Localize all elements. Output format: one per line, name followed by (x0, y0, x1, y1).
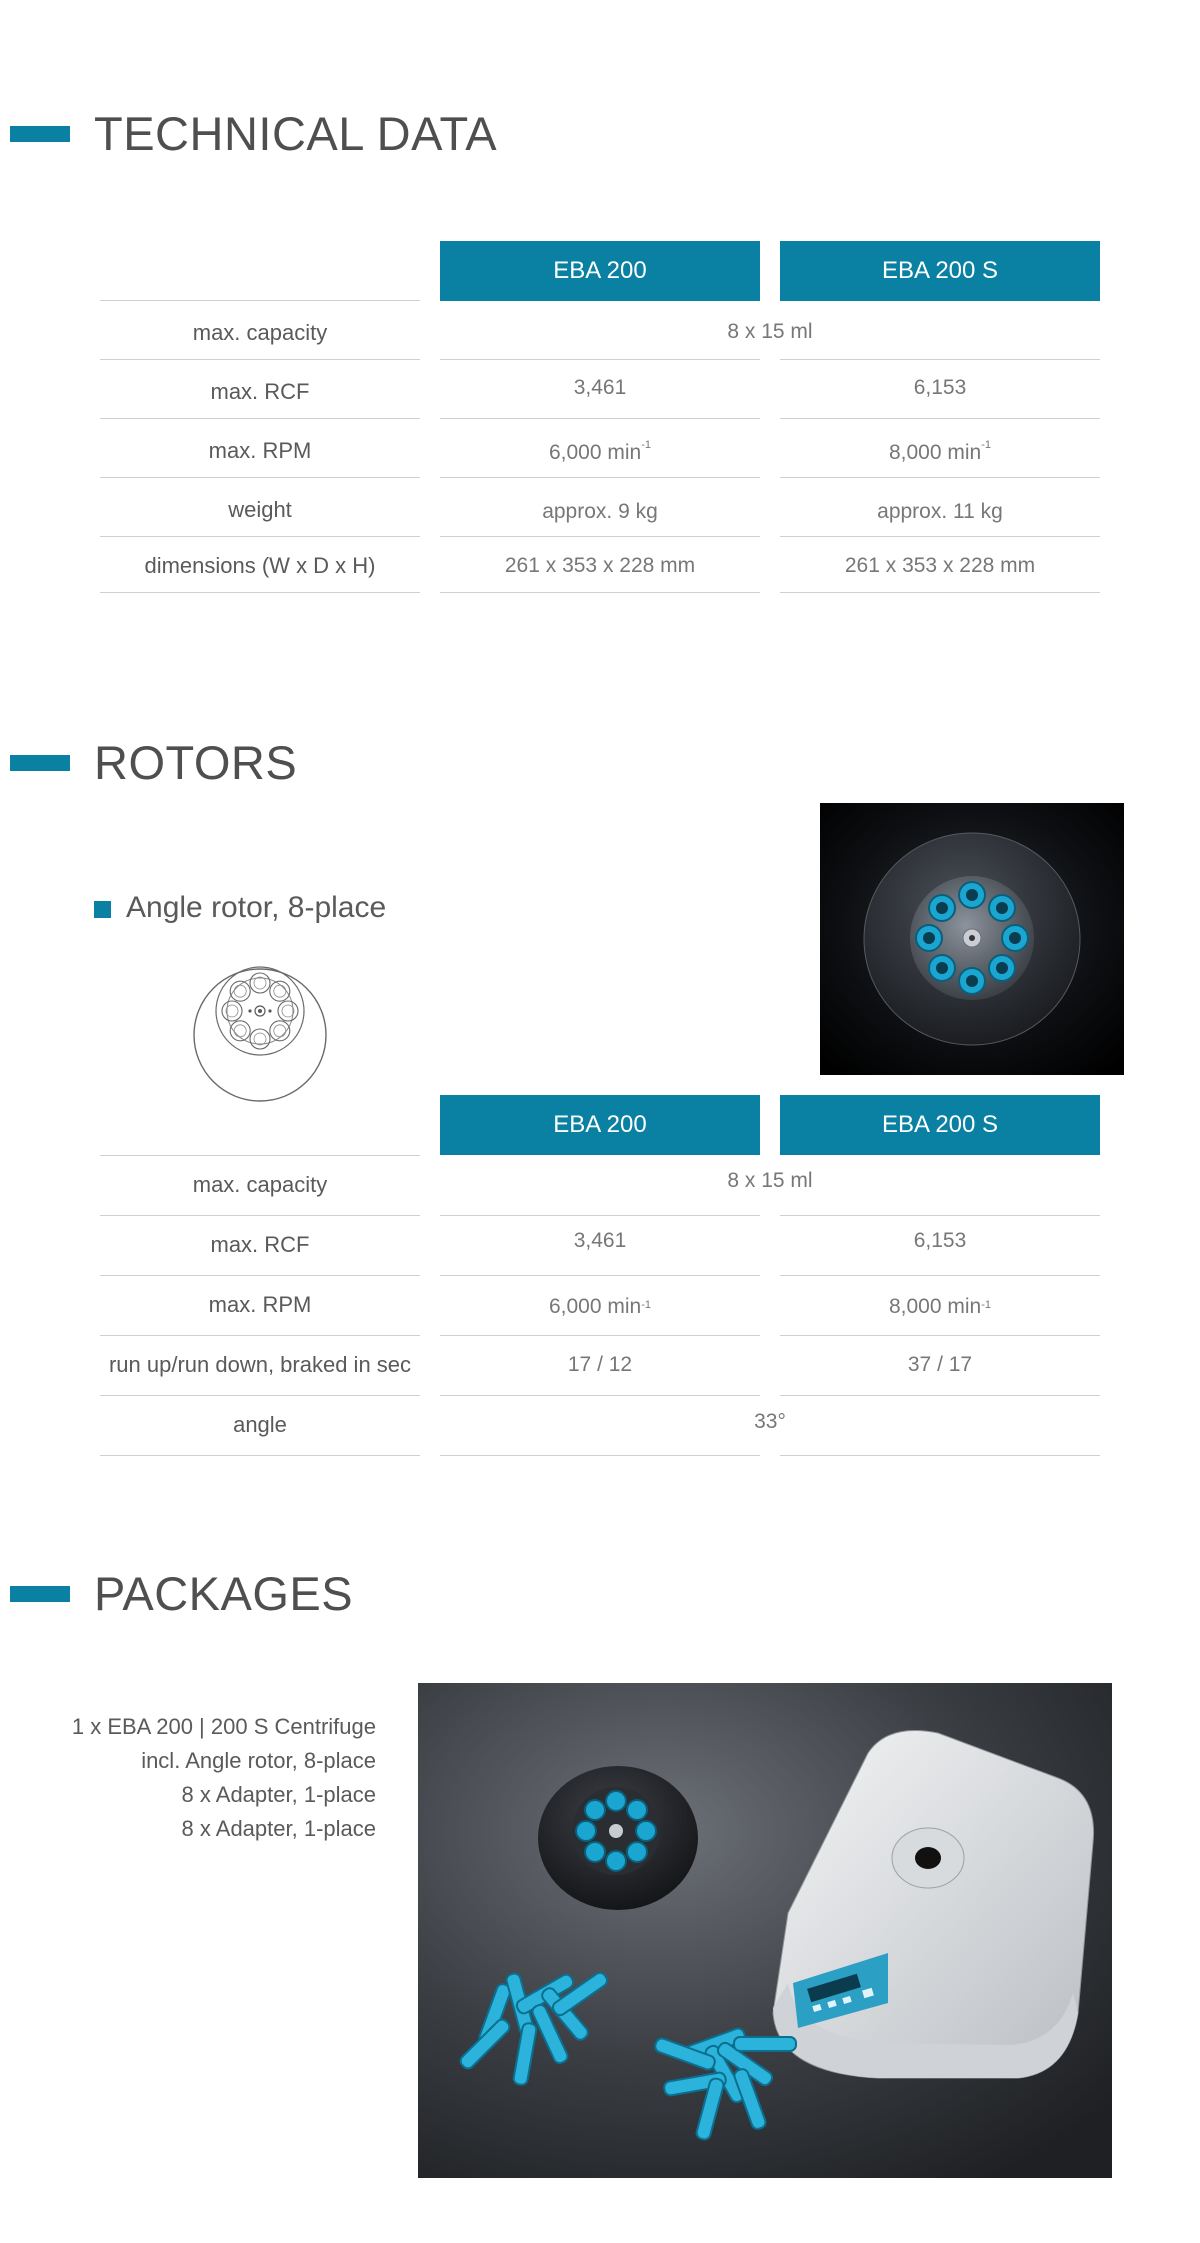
section-marker (10, 1586, 70, 1602)
row-label-max-rcf: max. RCF (210, 1232, 310, 1257)
table-divider (440, 418, 760, 419)
table-divider (440, 1275, 760, 1276)
value-weight-eba-200-s: approx. 11 kg (877, 500, 1003, 523)
value-max-capacity: 8 x 15 ml (727, 1169, 813, 1192)
table-divider (100, 300, 420, 301)
package-item: 8 x Adapter, 1-place (181, 1816, 376, 1841)
column-header-eba-200: EBA 200 (440, 1095, 760, 1155)
table-divider (100, 536, 420, 537)
table-divider (780, 1455, 1100, 1456)
value-rcf-eba-200-s: 6,153 (913, 376, 967, 399)
package-item: 1 x EBA 200 | 200 S Centrifuge (71, 1714, 376, 1739)
value-rcf-eba-200: 3,461 (573, 1229, 627, 1252)
row-label-run-up-run-down: run up/run down, braked in sec (108, 1352, 412, 1377)
row-label-dimensions: dimensions (W x D x H) (144, 553, 376, 578)
table-divider (780, 418, 1100, 419)
table-divider (100, 592, 420, 593)
row-label-weight: weight (228, 497, 292, 522)
section-title-packages: PACKAGES (94, 1567, 354, 1620)
row-label-angle: angle (233, 1412, 287, 1437)
table-divider (440, 359, 760, 360)
value-angle: 33° (754, 1410, 786, 1433)
section-marker (10, 755, 70, 771)
table-divider (780, 477, 1100, 478)
value-run-eba-200: 17 / 12 (567, 1353, 633, 1376)
row-label-max-rpm: max. RPM (208, 438, 312, 463)
table-divider (100, 477, 420, 478)
column-header-eba-200-s: EBA 200 S (780, 241, 1100, 301)
column-header-eba-200: EBA 200 (440, 241, 760, 301)
table-divider (440, 592, 760, 593)
value-max-capacity: 8 x 15 ml (727, 320, 813, 343)
package-item: 8 x Adapter, 1-place (181, 1782, 376, 1807)
subsection-title-angle-rotor: Angle rotor, 8-place (126, 891, 387, 924)
table-divider (100, 1455, 420, 1456)
package-photo (418, 1683, 1112, 2178)
table-divider (440, 536, 760, 537)
value-rpm-eba-200: 6,000 $\min^{-1}$ (548, 439, 651, 464)
value-rpm-eba-200: 6,000 $\min^{-1}$ (548, 1295, 651, 1318)
table-divider (780, 359, 1100, 360)
table-divider (780, 592, 1100, 593)
row-label-max-capacity: max. capacity (192, 320, 328, 345)
package-item: incl. Angle rotor, 8-place (141, 1748, 376, 1773)
value-dimensions-eba-200: 261 x 353 x 228 mm (504, 554, 696, 577)
value-dimensions-eba-200-s: 261 x 353 x 228 mm (844, 554, 1036, 577)
row-label-max-capacity: max. capacity (192, 1172, 328, 1197)
value-rcf-eba-200: 3,461 (573, 376, 627, 399)
subsection-marker (94, 901, 111, 918)
table-divider (440, 477, 760, 478)
section-title-technical-data: TECHNICAL DATA (94, 107, 498, 160)
angle-rotor-drawing (190, 960, 330, 1110)
table-divider (780, 536, 1100, 537)
row-label-max-rpm: max. RPM (208, 1292, 312, 1317)
table-divider (780, 1275, 1100, 1276)
value-rpm-eba-200-s: 8,000 $\min^{-1}$ (888, 439, 991, 464)
table-divider (100, 418, 420, 419)
row-label-max-rcf: max. RCF (210, 379, 310, 404)
table-divider (440, 1455, 760, 1456)
section-title-rotors: ROTORS (94, 736, 298, 789)
column-header-eba-200-s: EBA 200 S (780, 1095, 1100, 1155)
value-rcf-eba-200-s: 6,153 (913, 1229, 967, 1252)
table-divider (100, 359, 420, 360)
section-marker (10, 126, 70, 142)
value-run-eba-200-s: 37 / 17 (907, 1353, 973, 1376)
rotor-photo (820, 803, 1124, 1075)
value-rpm-eba-200-s: 8,000 $\min^{-1}$ (888, 1295, 991, 1318)
value-weight-eba-200: approx. 9 kg (542, 500, 658, 523)
